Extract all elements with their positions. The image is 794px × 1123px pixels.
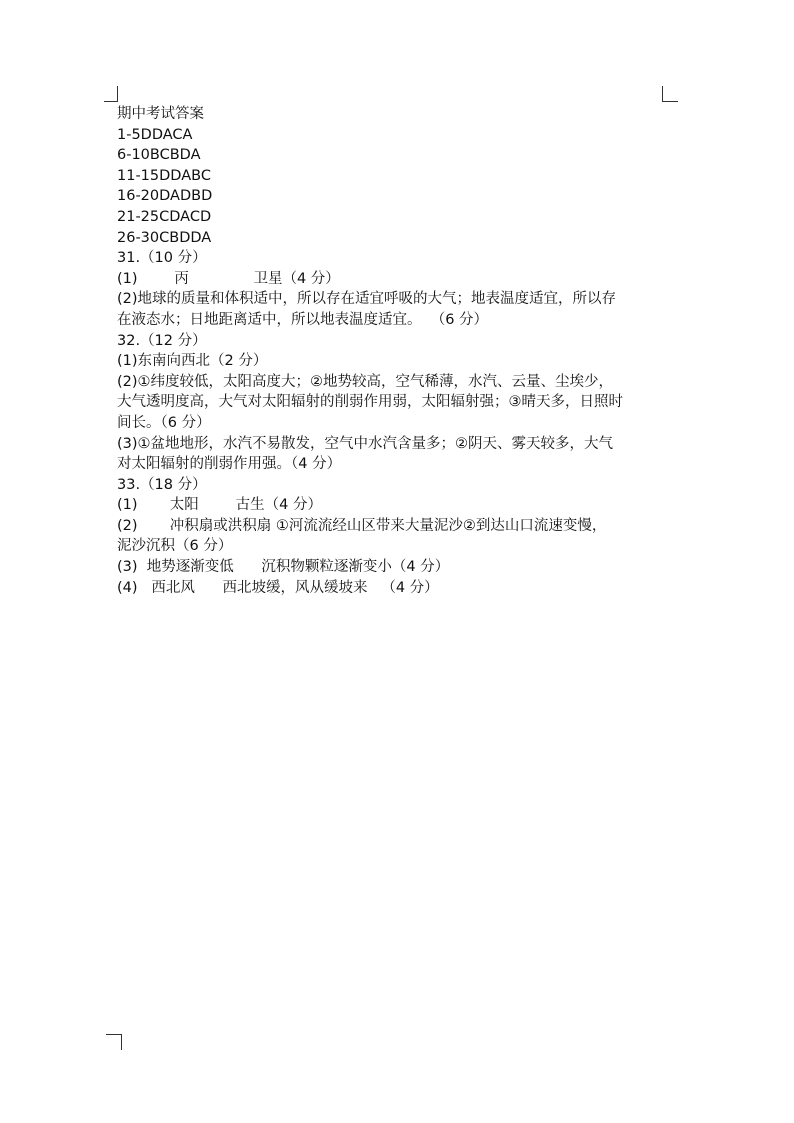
q32-heading: 32.（12 分）: [117, 332, 207, 349]
q33-answer-2-line-2: 泥沙沉积（6 分）: [117, 538, 233, 555]
crop-mark-top-right: [662, 86, 678, 102]
mc-answers-16-20: 16-20DADBD: [117, 188, 213, 205]
q33-answer-3: (3) 地势逐渐变低 沉积物颗粒逐渐变小（4 分）: [117, 559, 450, 576]
crop-mark-top-left: [104, 86, 118, 102]
q33-answer-4: (4) 西北风 西北坡缓，风从缓坡来 （4 分）: [117, 579, 439, 596]
crop-mark-bottom-left: [106, 1034, 122, 1050]
mc-answers-11-15: 11-15DDABC: [117, 167, 211, 184]
q31-heading: 31.（10 分）: [117, 250, 207, 267]
q32-answer-2-line-1: (2)①纬度较低，太阳高度大；②地势较高，空气稀薄，水汽、云量、尘埃少，: [117, 373, 614, 390]
mc-answers-26-30: 26-30CBDDA: [117, 229, 212, 246]
q33-answer-1: (1) 太阳 古生（4 分）: [117, 497, 323, 514]
q32-answer-3-line-2: 对太阳辐射的削弱作用强。（4 分）: [117, 456, 342, 473]
q33-answer-2-line-1: (2) 冲积扇或洪积扇 ①河流流经山区带来大量泥沙②到达山口流速变慢，: [117, 517, 607, 534]
mc-answers-21-25: 21-25CDACD: [117, 208, 212, 225]
q32-answer-2-line-3: 间长。（6 分）: [117, 414, 211, 431]
q31-answer-2-line-2: 在液态水；日地距离适中，所以地表温度适宜。 （6 分）: [117, 311, 489, 328]
q32-answer-2-line-2: 大气透明度高，大气对太阳辐射的削弱作用弱，太阳辐射强；③晴天多，日照时: [117, 394, 623, 411]
mc-answers-6-10: 6-10BCBDA: [117, 147, 201, 164]
mc-answers-1-5: 1-5DDACA: [117, 126, 193, 143]
q32-answer-1: (1)东南向西北（2 分）: [117, 353, 268, 370]
q32-answer-3-line-1: (3)①盆地地形，水汽不易散发，空气中水汽含量多；②阴天、雾天较多，大气: [117, 435, 614, 452]
doc-title: 期中考试答案: [117, 106, 204, 122]
q31-answer-2-line-1: (2)地球的质量和体积适中，所以存在适宜呼吸的大气；地表温度适宜，所以存: [117, 291, 617, 308]
q33-heading: 33.（18 分）: [117, 476, 207, 493]
q31-answer-1: (1) 丙 卫星（4 分）: [117, 270, 340, 287]
answer-document: [117, 104, 677, 598]
